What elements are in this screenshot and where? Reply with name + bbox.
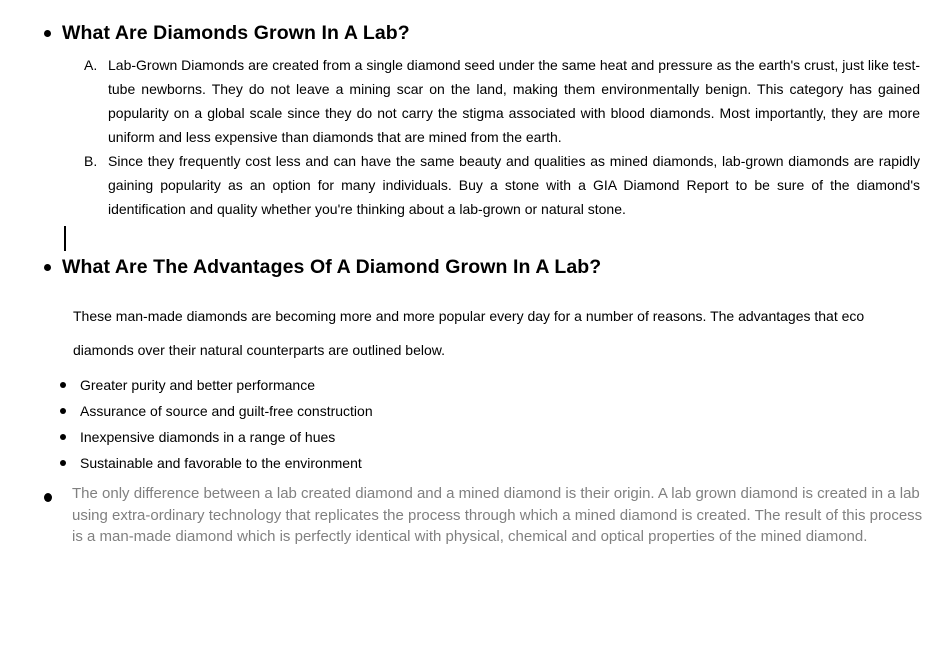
list-marker-a: A. (84, 57, 98, 73)
advantages-intro-paragraph: These man-made diamonds are becoming more and more popular every day for a number of reasons. The advantages that eco diamonds over their natural counterparts are outlined below. (73, 308, 865, 358)
advantage-item (60, 424, 373, 450)
advantage-item-text: Greater purity and better performance (80, 377, 316, 393)
text-cursor (64, 226, 66, 251)
note-row (44, 483, 922, 548)
advantage-item-text: Assurance of source and guilt-free construction (80, 403, 373, 419)
list-marker-b: B. (84, 153, 98, 169)
list-item-b (84, 149, 920, 221)
heading-2-row (44, 254, 601, 280)
lettered-list (84, 53, 920, 221)
bullet-icon (60, 434, 66, 440)
advantage-item-text: Sustainable and favorable to the environment (80, 455, 362, 471)
heading-1-row (44, 20, 410, 46)
advantage-item (60, 398, 373, 424)
bullet-icon (60, 382, 66, 388)
advantages-list (60, 372, 373, 476)
heading-what-are-lab-diamonds: What Are Diamonds Grown In A Lab? (62, 22, 410, 44)
advantage-item-text: Inexpensive diamonds in a range of hues (80, 429, 336, 445)
heading-bullet-icon (44, 264, 51, 271)
list-item-a-text: Lab-Grown Diamonds are created from a single diamond seed under the same heat and pressure as the earth's crust, just like test-tube newborns. They do not leave a mining scar on the land, making them environmentally benign. This category has gained popularity on a global scale since they do not carry the stigma associated with blood diamonds. Most importantly, they are more uniform and less expensive than diamonds that are mined from the earth. (108, 57, 920, 145)
advantage-item (60, 372, 373, 398)
heading-bullet-icon (44, 30, 51, 37)
bullet-icon (44, 493, 52, 502)
bullet-icon (60, 408, 66, 414)
heading-advantages: What Are The Advantages Of A Diamond Grown In A Lab? (62, 256, 602, 278)
advantage-item (60, 450, 373, 476)
lab-vs-mined-note: The only difference between a lab created diamond and a mined diamond is their origin. A lab grown diamond is created in a lab using extra-ordinary technology that replicates the process through which a mined diamond is created. The result of this process is a man-made diamond which is perfectly identical with physical, chemical and optical properties of the mined diamond. (72, 485, 923, 546)
list-item-b-text: Since they frequently cost less and can have the same beauty and qualities as mined diamonds, lab-grown diamonds are rapidly gaining popularity as an option for many individuals. Buy a stone with a GIA Diamond Report to be sure of the diamond's identification and quality whether you're thinking about a lab-grown or natural stone. (108, 153, 920, 217)
bullet-icon (60, 460, 66, 466)
list-item-a (84, 53, 920, 149)
